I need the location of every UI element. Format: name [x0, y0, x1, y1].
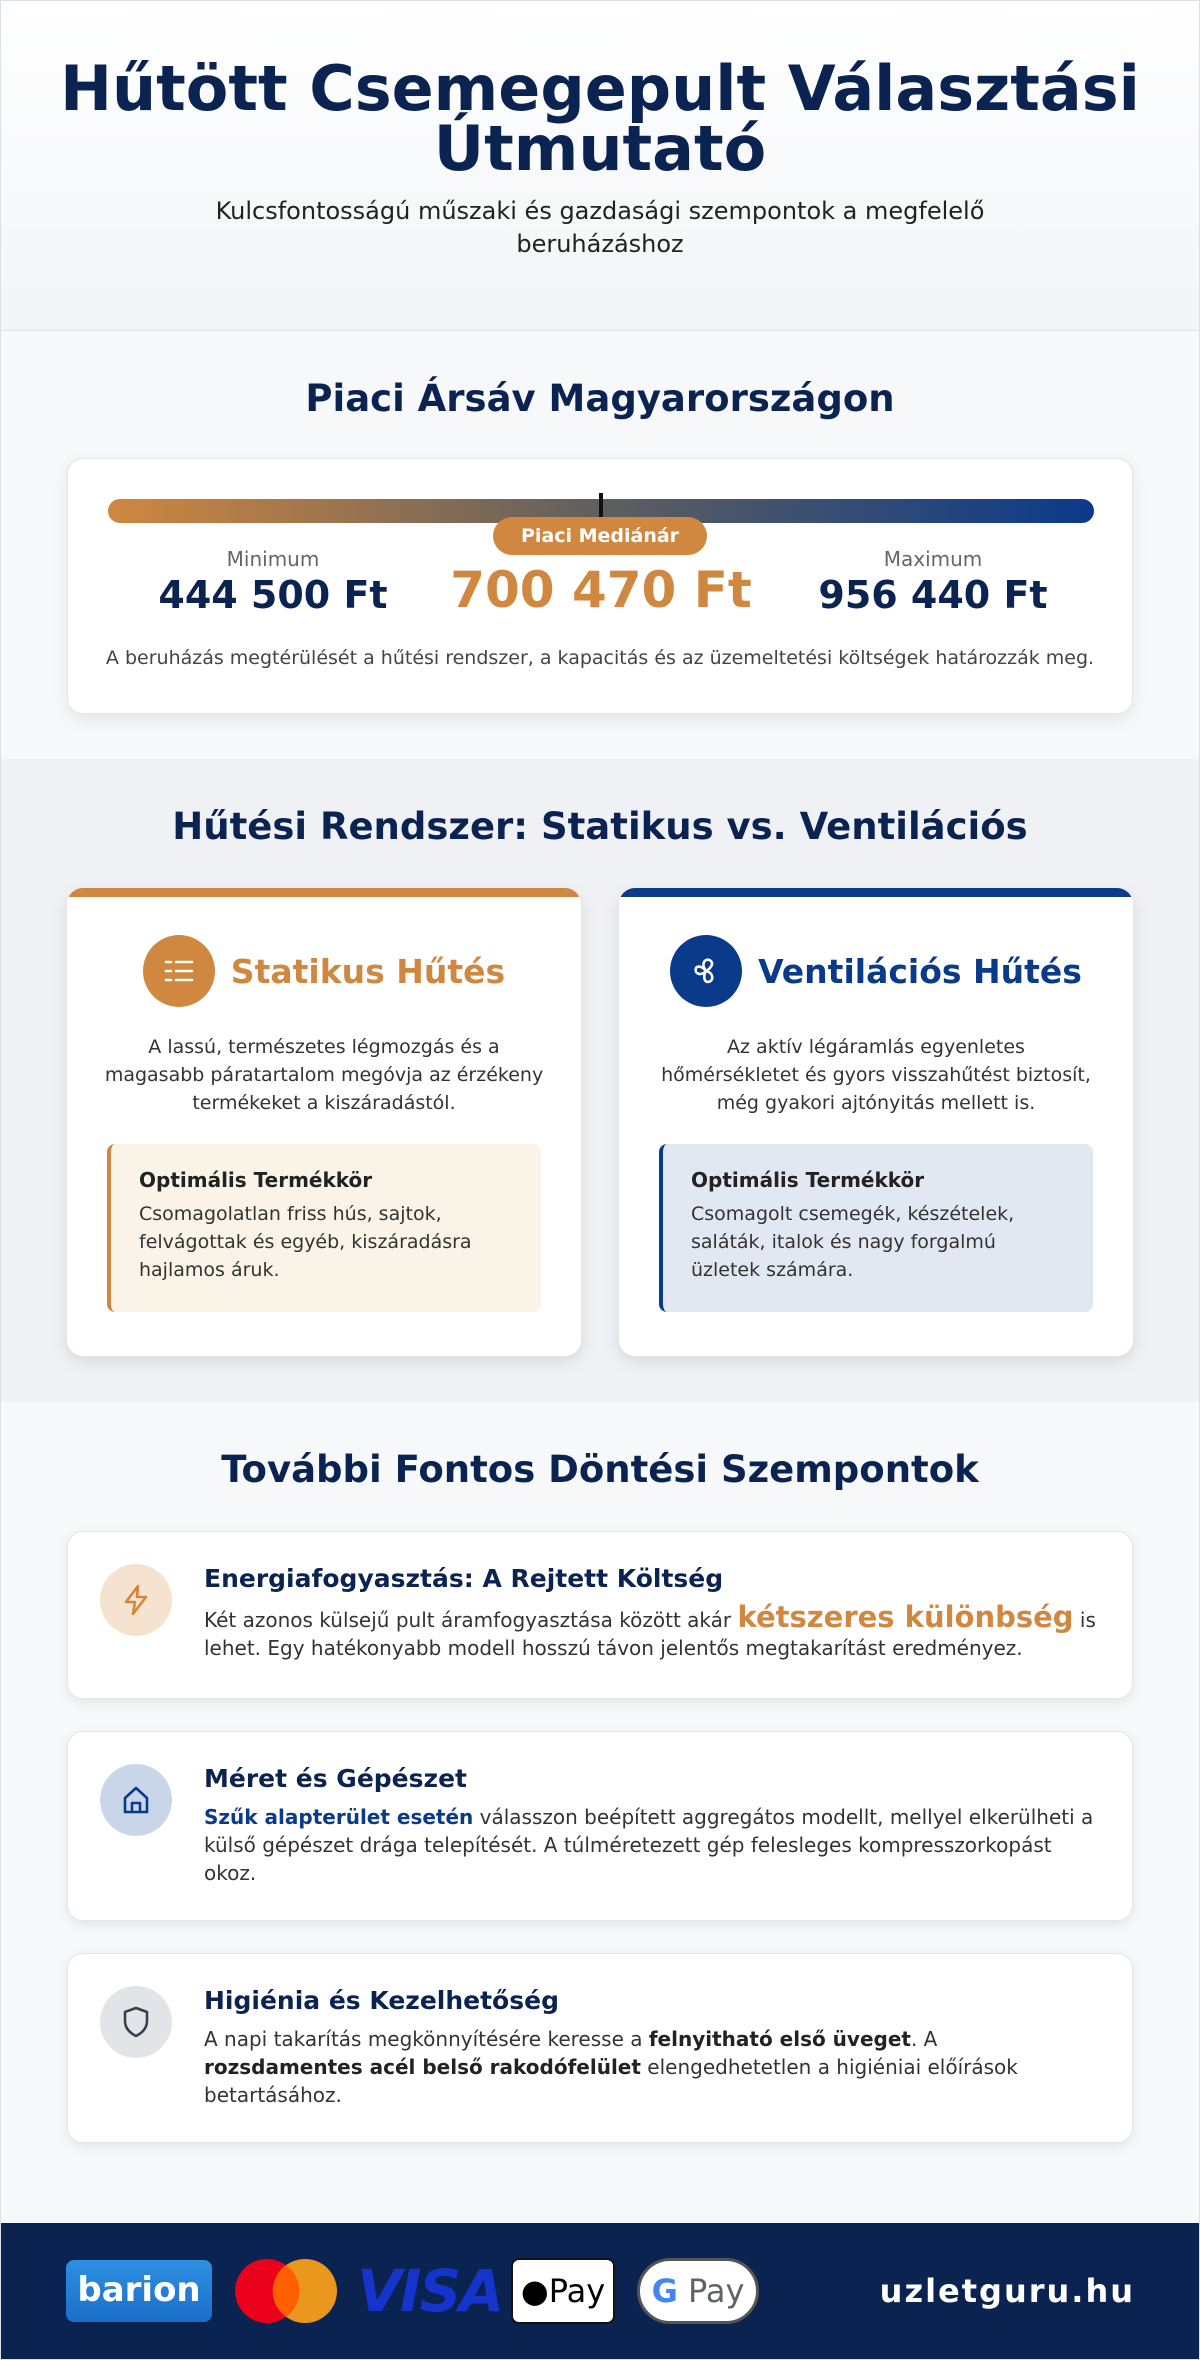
vent-card-title: Ventilációs Hűtés [758, 951, 1082, 991]
shield-icon [100, 1986, 172, 2058]
lightning-icon [100, 1564, 172, 1636]
apple-pay-logo [511, 2258, 615, 2324]
price-range-card [67, 458, 1133, 714]
hygiene-bold-steel: rozsdamentes acél belső rakodófelület [204, 2055, 641, 2079]
card-accent-line [619, 888, 1133, 897]
home-icon [100, 1764, 172, 1836]
factor-energy [67, 1531, 1133, 1699]
google-pay-label: Pay [688, 2272, 745, 2310]
static-card-description: A lassú, természetes légmozgás és a magasabb páratartalom megóvja az érzékeny termékeket a kiszáradástól. [104, 1036, 544, 1114]
footer [1, 2223, 1199, 2359]
price-median-value: 700 470 Ft [450, 561, 752, 619]
median-badge: Piaci Mediánár [493, 517, 707, 555]
apple-icon: ● [520, 2272, 549, 2310]
static-card-header [67, 935, 581, 1007]
brand-name[interactable]: uzletguru.hu [879, 2272, 1135, 2310]
static-card-title: Statikus Hűtés [230, 951, 506, 991]
text-segment: válasszon beépített aggregátos modellt, mellyel elkerülheti a külső gépészet drága telepítését. A túlméretezett gép felesleges kompresszorkopást okoz. [204, 1805, 1094, 1885]
vent-optimal-box [659, 1144, 1093, 1312]
visa-logo: VISA [357, 2257, 503, 2325]
vent-card-header [619, 935, 1133, 1007]
static-cooling-card [67, 888, 581, 1356]
vent-optimal-text: Csomagolt csemegék, készételek, saláták, italok és nagy forgalmú üzletek számára. [691, 1203, 1015, 1281]
page-subtitle: Kulcsfontosságú műszaki és gazdasági szempontok a megfelelő beruházáshoz [215, 197, 985, 258]
price-min-value: 444 500 Ft [158, 573, 388, 617]
google-g-icon: G [651, 2272, 678, 2310]
factor-hygiene-body [204, 1986, 1096, 2109]
hygiene-bold-glass: felnyitható első üveget [648, 2027, 911, 2051]
factor-size-text [204, 1803, 1096, 1887]
price-section-title: Piaci Ársáv Magyarországon [305, 377, 895, 420]
factor-energy-text [204, 1600, 1096, 1662]
text-segment: A napi takarítás megkönnyítésére keresse a [204, 2027, 649, 2051]
factor-list [1, 1531, 1199, 2143]
price-max-label: Maximum [883, 547, 983, 571]
vent-cooling-card [619, 888, 1133, 1356]
factor-energy-body [204, 1564, 1096, 1662]
cooling-cards [67, 888, 1133, 1356]
text-segment: Két azonos külsejű pult áramfogyasztása között akár [204, 1608, 738, 1632]
cooling-section [1, 759, 1199, 1402]
factor-energy-title: Energiafogyasztás: A Rejtett Költség [204, 1564, 724, 1593]
factor-size-title: Méret és Gépészet [204, 1764, 467, 1793]
cooling-section-title: Hűtési Rendszer: Statikus vs. Ventilációs [172, 805, 1028, 848]
factor-hygiene-text [204, 2025, 1096, 2109]
factor-hygiene-title: Higiénia és Kezelhetőség [204, 1986, 559, 2015]
price-max-value: 956 440 Ft [818, 573, 1048, 617]
hero-header [1, 1, 1199, 331]
static-cooling-icon [143, 935, 215, 1007]
vent-card-description: Az aktív légáramlás egyenletes hőmérsékletet és gyors visszahűtést biztosít, még gyakori ajtónyitás mellett is. [661, 1036, 1091, 1114]
text-segment: elengedhetetlen a higiéniai előírások betartásához. [204, 2055, 1018, 2107]
static-optimal-text: Csomagolatlan friss hús, sajtok, felvágottak és egyéb, kiszáradásra hajlamos áruk. [139, 1203, 472, 1281]
static-optimal-title: Optimális Termékkör [139, 1168, 373, 1192]
card-accent-line [67, 888, 581, 897]
energy-highlight: kétszeres különbség [737, 1600, 1074, 1634]
mastercard-logo [233, 2259, 339, 2323]
factor-size [67, 1731, 1133, 1921]
size-highlight: Szűk alapterület esetén [204, 1805, 474, 1829]
vent-optimal-title: Optimális Termékkör [691, 1168, 925, 1192]
factors-section [1, 1402, 1199, 2224]
page-title: Hűtött Csemegepult Választási Útmutató [60, 52, 1140, 185]
price-min-label: Minimum [226, 547, 320, 571]
text-segment: . A [910, 2027, 938, 2051]
price-maximum [808, 547, 1058, 617]
price-range-section [1, 331, 1199, 759]
price-median [428, 561, 774, 619]
google-pay-logo [637, 2258, 759, 2324]
apple-pay-label: Pay [548, 2272, 606, 2310]
barion-logo: barion [66, 2260, 212, 2322]
static-optimal-box [107, 1144, 541, 1312]
factors-section-title: További Fontos Döntési Szempontok [221, 1448, 979, 1491]
fan-icon [670, 935, 742, 1007]
factor-hygiene [67, 1953, 1133, 2143]
factor-size-body [204, 1764, 1096, 1887]
price-note: A beruházás megtérülését a hűtési rendszer, a kapacitás és az üzemeltetési költségek határozzák meg. [105, 647, 1095, 669]
text-segment: is lehet. Egy hatékonyabb modell hosszú távon jelentős megtakarítást eredményez. [204, 1608, 1096, 1660]
price-minimum [148, 547, 398, 617]
